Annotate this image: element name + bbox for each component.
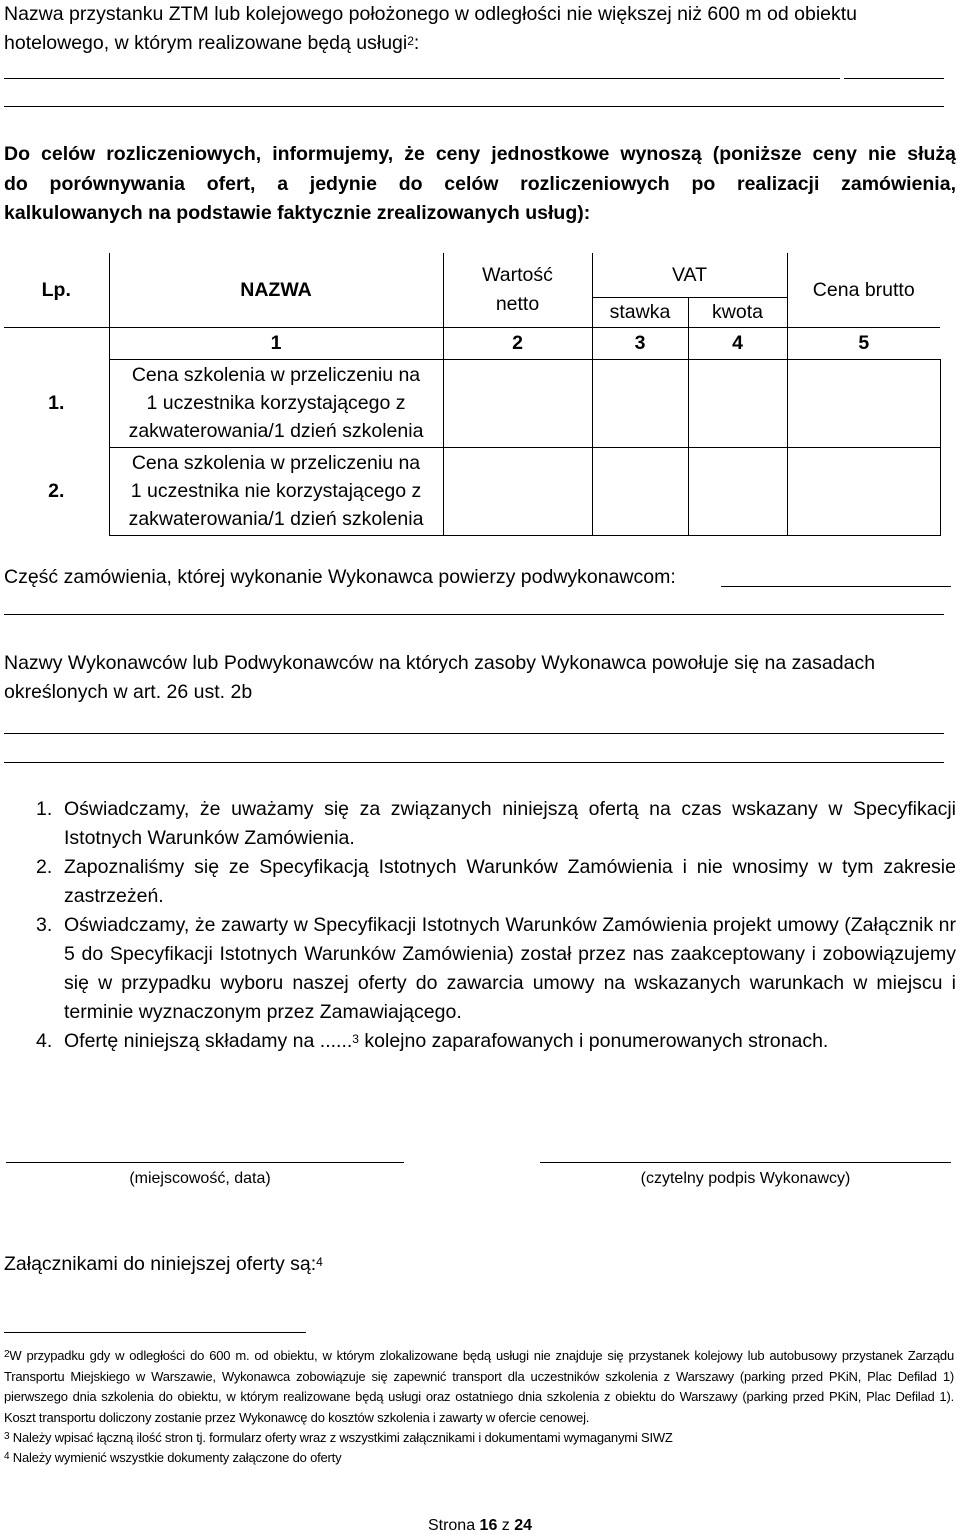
- bus-stop-text: Nazwa przystanku ZTM lub kolejowego położonego w odległości nie większej niż 600 m od obiektu hotelowego, w którym realizowane będą usługi: [4, 3, 858, 54]
- header-wartosc-netto: Wartość netto: [443, 253, 592, 327]
- place-date-line[interactable]: [6, 1162, 404, 1163]
- cell-cena-brutto[interactable]: [787, 447, 940, 535]
- row-lp: 2.: [4, 447, 109, 535]
- cell-cena-brutto[interactable]: [787, 359, 940, 447]
- signature-line[interactable]: [540, 1162, 951, 1163]
- subcontract-label: Część zamówienia, której wykonanie Wykonawca powierzy podwykonawcom:: [4, 566, 676, 588]
- prices-notice: Do celów rozliczeniowych, informujemy, że ceny jednostkowe wynoszą (poniższe ceny nie służą do porównywania ofert, a jedynie do celów rozliczeniowych po realizacji zamówienia, kalkulowanych na podstawie faktycznie zrealizowanych usług):: [4, 143, 956, 224]
- header-stawka: stawka: [592, 297, 688, 327]
- page-number: Strona 16 z 24: [427, 1517, 533, 1534]
- header-lp: Lp.: [4, 253, 109, 327]
- header-nazwa: NAZWA: [109, 253, 443, 327]
- list-item: 2. Zapoznaliśmy się ze Specyfikacją Istotnych Warunków Zamówienia i nie wnosimy w tym zakresie zastrzeżeń.: [36, 856, 956, 907]
- column-number: 3: [592, 327, 688, 359]
- resources-paragraph: Nazwy Wykonawców lub Podwykonawców na których zasoby Wykonawca powołuje się na zasadach określonych w art. 26 ust. 2b: [4, 652, 876, 703]
- footnote-4: $^4$ Należy wymienić wszystkie dokumenty załączone do oferty: [4, 1450, 342, 1465]
- column-number: 2: [443, 327, 592, 359]
- row-name: Cena szkolenia w przeliczeniu na 1 uczestnika nie korzystającego z zakwaterowania/1 dzień szkolenia: [109, 447, 443, 535]
- footnote-separator: [4, 1332, 306, 1333]
- fill-line[interactable]: [648, 733, 944, 734]
- footnote-ref-4: 4: [316, 1255, 323, 1269]
- row-name: Cena szkolenia w przeliczeniu na 1 uczestnika korzystającego z zakwaterowania/1 dzień szkolenia: [109, 359, 443, 447]
- cell-stawka[interactable]: [592, 359, 688, 447]
- column-number: 1: [109, 327, 443, 359]
- fill-line[interactable]: [721, 586, 951, 587]
- bus-stop-paragraph: Nazwa przystanku ZTM lub kolejowego położonego w odległości nie większej niż 600 m od obiektu hotelowego, w którym realizowane będą usługi$^2$:: [4, 3, 858, 54]
- cell-kwota[interactable]: [688, 359, 787, 447]
- row-lp: 1.: [4, 359, 109, 447]
- cell-kwota[interactable]: [688, 447, 787, 535]
- list-item: 1. Oświadczamy, że uważamy się za związanych niniejszą ofertą na czas wskazany w Specyfikacji Istotnych Warunków Zamówienia.: [36, 798, 956, 849]
- declarations-list: [36, 795, 956, 1056]
- footnote-ref-2: 2: [407, 34, 414, 48]
- table-row: [4, 359, 940, 447]
- place-date-caption: (miejscowość, data): [129, 1170, 271, 1187]
- fill-line[interactable]: [4, 78, 840, 79]
- price-table: [4, 253, 941, 536]
- attachments-label: Załącznikami do niniejszej oferty są:$^4$: [4, 1253, 323, 1275]
- column-numbers-row: [4, 327, 940, 359]
- list-item: 3. Oświadczamy, że zawarty w Specyfikacji Istotnych Warunków Zamówienia projekt umowy (Załącznik nr 5 do Specyfikacji Istotnych Warunków Zamówienia) został przez nas zaakceptowany i zobowiązujemy się w przypadku wyboru naszej oferty do zawarcia umowy na wskazanych warunkach w miejscu i terminie wyznaczonym przez Zamawiającego.: [36, 914, 956, 1023]
- header-cena-brutto: Cena brutto: [787, 253, 940, 327]
- cell-wartosc-netto[interactable]: [443, 359, 592, 447]
- column-number: 4: [688, 327, 787, 359]
- cell-wartosc-netto[interactable]: [443, 447, 592, 535]
- table-row: [4, 447, 940, 535]
- list-item: 4. Ofertę niniejszą składamy na ......$^3$ kolejno zaparafowanych i ponumerowanych stronach.: [36, 1030, 829, 1052]
- header-kwota: kwota: [688, 297, 787, 327]
- footnote-ref-3: 3: [352, 1032, 359, 1046]
- footnote-2: $^2$W przypadku gdy w odległości do 600 m. od obiektu, w którym zlokalizowane będą usługi nie znajduje się przystanek kolejowy lub autobusowy przystanek Zarządu Transportu Miejskiego w Warszawie, Wykonawca zobowiązuje się zapewnić transport dla uczestników szkolenia z Warszawy (parking przed PKiN, Plac Defilad 1) pierwszego dnia szkolenia do obiektu, w którym realizowane będą usługi oraz ostatniego dnia szkolenia z obiektu do Warszawy (parking przed PKiN, Plac Defilad 1). Koszt transportu doliczony zostanie przez Wykonawcę do kosztów szkolenia i zawarty w ofercie cenowej.: [4, 1348, 954, 1425]
- cell-stawka[interactable]: [592, 447, 688, 535]
- fill-line[interactable]: [4, 733, 648, 734]
- fill-line[interactable]: [4, 614, 944, 615]
- footnote-3: $^3$ Należy wpisać łączną ilość stron tj. formularz oferty wraz z wszystkimi załącznikami i dokumentami wymaganymi SIWZ: [4, 1430, 673, 1445]
- header-vat: VAT: [592, 253, 787, 297]
- fill-line[interactable]: [844, 78, 944, 79]
- fill-line[interactable]: [4, 762, 944, 763]
- signature-caption: (czytelny podpis Wykonawcy): [640, 1170, 851, 1187]
- fill-line[interactable]: [4, 106, 944, 107]
- column-number: 5: [787, 327, 940, 359]
